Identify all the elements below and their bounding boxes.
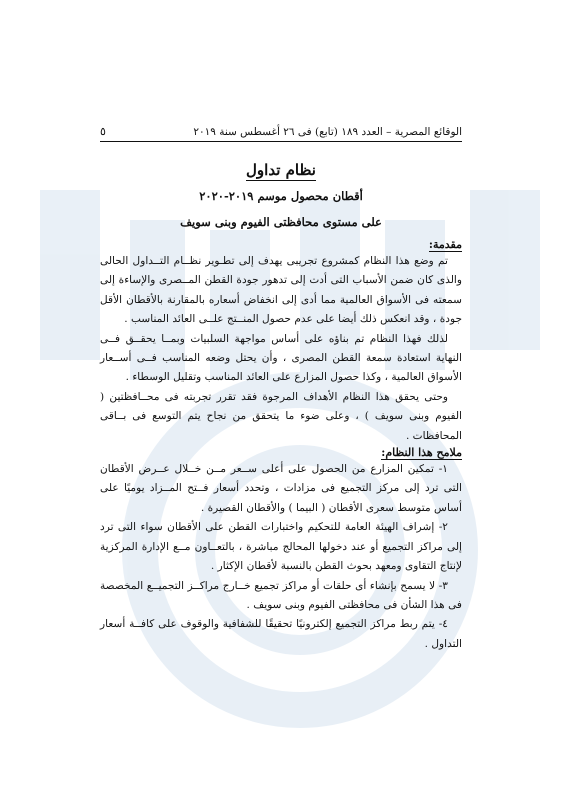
document-title-text: نظام تداول (246, 161, 316, 179)
document-title (100, 161, 462, 179)
page-number: ٥ (100, 125, 106, 138)
intro-heading-text: مقدمة: (428, 238, 462, 251)
feature-item: ٢- إشراف الهيئة العامة للتحكيم واختبارات القطن على الأقطان سواء التى ترد إلى مراكز التجميع أو عند دخولها المحالج مباشرة ، بالتعــاون مــع الإدارة المركزية لإنتاج التقاوى ومعهد بحوث القطن بالنسبة لأقطان الإكثار . (100, 521, 462, 573)
running-header (100, 123, 462, 142)
features-heading (100, 446, 462, 460)
feature-item: ١- تمكين المزارع من الحصول على أعلى ســعر مــن خــلال عــرض الأقطان التى ترد إلى مركز التجميع فى مزادات ، وتحدد أسعار فــتح المــزاد يوميًا على أساس متوسط سعرى الأقطان ( البيما ) والأقطان القصيرة . (100, 463, 462, 514)
document-subtitle-region: على مستوى محافظتى الفيوم وبنى سويف (180, 215, 382, 229)
feature-item: ٤- يتم ربط مراكز التجميع إلكترونيًا تحقيقًا للشفافية والوقوف على كافــة أسعار التداول . (100, 618, 462, 650)
document-page (100, 123, 462, 654)
feature-item: ٣- لا يسمح بإنشاء أى حلقات أو مراكز تجميع خــارج مراكــز التجميــع المخصصة فى هذا الشأن فى محافظتى الفيوم وبنى سويف . (100, 579, 462, 611)
journal-issue-line: الوقائع المصرية – العدد ١٨٩ (تابع) فى ٢٦ أغسطس سنة ٢٠١٩ (193, 126, 462, 138)
features-heading-text: ملامح هذا النظام: (381, 446, 462, 460)
intro-paragraph: تم وضع هذا النظام كمشروع تجريبى يهدف إلى تطـوير نظــام التــداول الحالى والذى كان ضمن الأسباب التى أدت إلى تدهور جودة القطن المــصرى والإساءة إلى سمعته فى الأسواق العالمية مما أدى إلى انخفاض أسعاره بالمقارنة بالأقطان الأقل جودة ، وقد انعكس ذلك أيضا على عدم حصول المنــتج علــى العائد المناسب . (100, 255, 462, 326)
intro-heading (100, 238, 462, 252)
intro-paragraph: وحتى يحقق هذا النظام الأهداف المرجوة فقد تقرر تجربته فى محــافظتين ( الفيوم وبنى سويف ) ، وعلى ضوء ما يتحقق من نجاح يتم التوسع فى بــاقى المحافظات . (100, 390, 462, 442)
document-subtitle: أقطان محصول موسم ٢٠١٩-٢٠٢٠ (199, 189, 363, 203)
intro-paragraph: لذلك فهذا النظام تم بناؤه على أساس مواجهة السلبيات وبمــا يحقــق فــى النهاية استعادة سمعة القطن المصرى ، وأن يحتل وضعه المناسب فــى أســعار الأسواق العالمية ، وكذا حصول المزارع على العائد المناسب وتقليل الوسطاء . (100, 332, 462, 384)
